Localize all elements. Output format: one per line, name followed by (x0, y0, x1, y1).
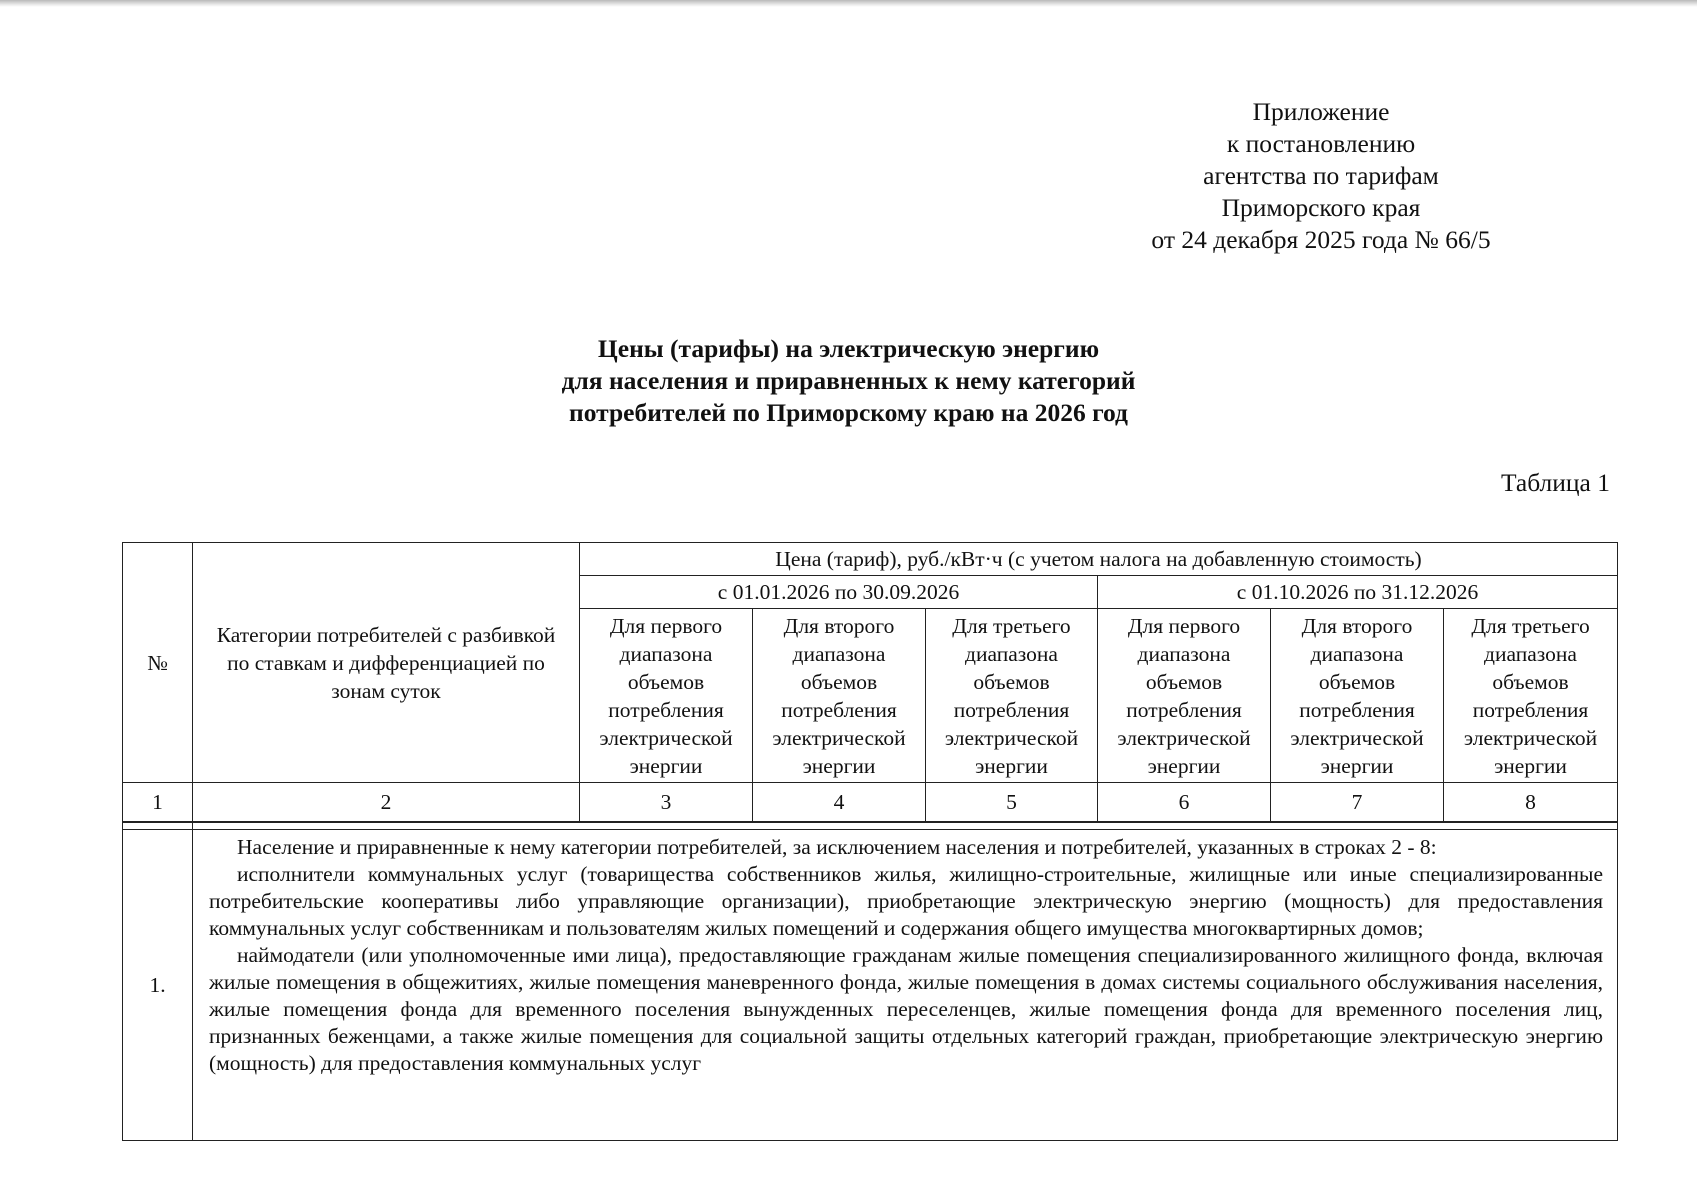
header-price: Цена (тариф), руб./кВт·ч (с учетом налога на добавленную стоимость) (580, 543, 1618, 576)
column-number: 4 (753, 783, 926, 823)
header-number: № (123, 543, 193, 783)
appendix-date-line: от 24 декабря 2025 года № 66/5 (1151, 225, 1491, 254)
scan-edge (0, 0, 1697, 7)
header-range-3: Для третьего диапазона объемов потребления электрической энергии (1444, 609, 1618, 783)
row-1-paragraph: Население и приравненные к нему категории потребителей, за исключением населения и потребителей, указанных в строках 2 - 8: (237, 835, 1437, 859)
column-number: 3 (580, 783, 753, 823)
appendix-line: агентства по тарифам (1203, 161, 1439, 190)
table-label: Таблица 1 (1500, 468, 1610, 497)
header-range-3: Для третьего диапазона объемов потребления электрической энергии (926, 609, 1098, 783)
title-line: Цены (тарифы) на электрическую энергию (597, 334, 1100, 363)
column-number: 7 (1271, 783, 1444, 823)
column-number: 8 (1444, 783, 1618, 823)
row-1-paragraph: исполнители коммунальных услуг (товарищества собственников жилья, жилищно-строительные, жилищные или иные специализированные потребительские кооперативы либо управляющие организации), приобретающие электрическую энергию (мощность) для предоставления коммунальных услуг собственникам и пользователям жилых помещений и содержания общего имущества многоквартирных домов; (209, 862, 1604, 940)
row-1-description (193, 830, 1618, 1141)
appendix-line: Приморского края (1221, 193, 1421, 222)
row-1-paragraph: наймодатели (или уполномоченные ими лица), предоставляющие гражданам жилые помещения специализированного жилищного фонда, включая жилые помещения в общежитиях, жилые помещения маневренного фонда, жилые помещения в домах системы социального обслуживания населения, жилые помещения фонда для временного поселения вынужденных переселенцев, жилые помещения фонда для временного поселения лиц, признанных беженцами, а также жилые помещения для социальной защиты отдельных категорий граждан, приобретающие электрическую энергию (мощность) для предоставления коммунальных услуг (209, 943, 1604, 1075)
header-category: Категории потребителей с разбивкой по ставкам и дифференциацией по зонам суток (193, 543, 580, 783)
column-number: 2 (193, 783, 580, 823)
header-range-1: Для первого диапазона объемов потребления электрической энергии (580, 609, 753, 783)
header-range-1: Для первого диапазона объемов потребления электрической энергии (1098, 609, 1271, 783)
header-period-1: с 01.01.2026 по 30.09.2026 (580, 576, 1098, 609)
tariff-table (122, 542, 1618, 1141)
header-range-2: Для второго диапазона объемов потребления электрической энергии (753, 609, 926, 783)
appendix-line: к постановлению (1226, 129, 1416, 158)
row-separator (193, 822, 1618, 830)
document-title (0, 333, 1697, 429)
title-line: потребителей по Приморскому краю на 2026 год (569, 398, 1128, 427)
appendix-line: Приложение (1252, 97, 1390, 126)
row-separator (123, 822, 193, 830)
header-range-2: Для второго диапазона объемов потребления электрической энергии (1271, 609, 1444, 783)
title-line: для населения и приравненных к нему категорий (561, 366, 1136, 395)
column-number: 1 (123, 783, 193, 823)
appendix-block (1071, 96, 1571, 256)
column-number: 5 (926, 783, 1098, 823)
row-1-number: 1. (123, 830, 193, 1141)
header-period-2: с 01.10.2026 по 31.12.2026 (1098, 576, 1618, 609)
column-number: 6 (1098, 783, 1271, 823)
